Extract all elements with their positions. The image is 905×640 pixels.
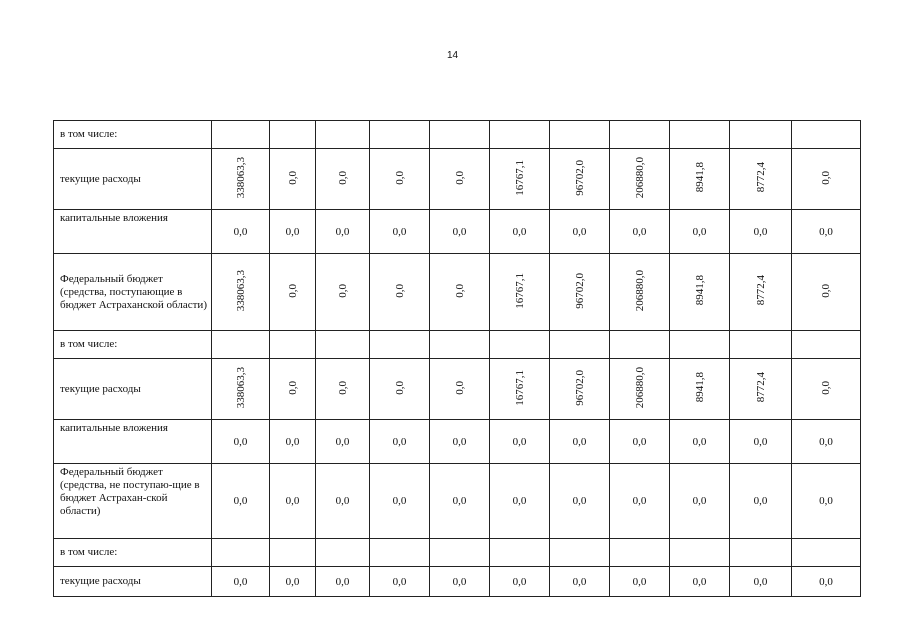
table-cell (430, 149, 490, 210)
table-cell (610, 420, 670, 464)
table-cell (212, 464, 270, 539)
table-cell (670, 210, 730, 254)
cell-value: 16767,1 (513, 159, 526, 196)
cell-value: 8772,4 (754, 162, 767, 193)
cell-value: 0,0 (452, 495, 467, 507)
table-cell (490, 539, 550, 567)
cell-value: 0,0 (819, 575, 833, 588)
table-cell (730, 420, 792, 464)
cell-value: 0,0 (335, 225, 350, 238)
cell-value: 16767,1 (513, 272, 526, 309)
cell-value: 0,0 (392, 225, 407, 238)
cell-value: 338063,3 (234, 269, 247, 312)
table-cell (550, 210, 610, 254)
table-row (54, 331, 861, 359)
row-label: текущие расходы (54, 149, 212, 210)
table-cell (610, 254, 670, 331)
cell-value: 8772,4 (754, 372, 767, 403)
table-cell (212, 567, 270, 597)
table-cell (792, 210, 861, 254)
cell-value: 0,0 (285, 435, 300, 448)
cell-value: 0,0 (392, 435, 407, 448)
cell-value: 0,0 (512, 435, 527, 448)
table-cell (316, 359, 370, 420)
table-cell (490, 149, 550, 210)
cell-value: 0,0 (692, 495, 707, 507)
table-cell (316, 567, 370, 597)
table-cell (212, 420, 270, 464)
table-cell (370, 254, 430, 331)
table-row (54, 420, 861, 464)
table-cell (370, 567, 430, 597)
cell-value: 0,0 (692, 225, 707, 238)
cell-value: 8941,8 (693, 162, 706, 193)
cell-value: 0,0 (820, 283, 832, 298)
table-cell (430, 254, 490, 331)
table-cell (792, 331, 861, 359)
table-cell (792, 420, 861, 464)
table-cell (670, 420, 730, 464)
table-cell (430, 539, 490, 567)
cell-value: 338063,3 (234, 156, 247, 199)
table-cell (730, 539, 792, 567)
table-cell (490, 121, 550, 149)
table-cell (670, 539, 730, 567)
cell-value: 96702,0 (573, 272, 586, 309)
cell-value: 0,0 (753, 435, 768, 448)
table-cell (316, 464, 370, 539)
table-cell (370, 539, 430, 567)
row-label: капитальные вложения (54, 420, 212, 464)
table-cell (212, 210, 270, 254)
table-cell (610, 210, 670, 254)
cell-value: 0,0 (753, 495, 768, 507)
table-cell (270, 149, 316, 210)
cell-value: 0,0 (453, 170, 466, 185)
table-cell (430, 567, 490, 597)
table-cell (316, 121, 370, 149)
cell-value: 0,0 (453, 380, 466, 395)
table-cell (270, 121, 316, 149)
cell-value: 0,0 (819, 435, 833, 448)
row-label: Федеральный бюджет (средства, не поступаю-щие в бюджет Астрахан-ской области) (54, 464, 212, 539)
cell-value: 8941,8 (693, 372, 706, 403)
table-row (54, 539, 861, 567)
row-label: капитальные вложения (54, 210, 212, 254)
cell-value: 0,0 (335, 435, 350, 448)
table-cell (730, 359, 792, 420)
cell-value: 0,0 (572, 575, 587, 588)
table-cell (550, 359, 610, 420)
cell-value: 0,0 (692, 575, 707, 588)
table-cell (792, 464, 861, 539)
table-cell (730, 210, 792, 254)
cell-value: 0,0 (572, 225, 587, 238)
table-cell (490, 331, 550, 359)
cell-value: 16767,1 (513, 369, 526, 406)
table-cell (316, 254, 370, 331)
table-cell (792, 567, 861, 597)
table-cell (490, 420, 550, 464)
table-cell (670, 121, 730, 149)
table-cell (212, 331, 270, 359)
table-cell (490, 254, 550, 331)
cell-value: 338063,3 (234, 366, 247, 409)
cell-value: 0,0 (233, 495, 248, 507)
table-row (54, 464, 861, 539)
table-cell (550, 254, 610, 331)
cell-value: 0,0 (632, 435, 647, 448)
cell-value: 0,0 (819, 225, 833, 238)
cell-value: 206880,0 (633, 269, 646, 312)
table-cell (270, 464, 316, 539)
table-cell (610, 464, 670, 539)
cell-value: 0,0 (233, 225, 248, 238)
cell-value: 0,0 (820, 380, 832, 395)
table-cell (430, 210, 490, 254)
table-cell (270, 359, 316, 420)
table-cell (730, 567, 792, 597)
table-cell (316, 149, 370, 210)
budget-table (53, 120, 861, 597)
cell-value: 0,0 (632, 495, 647, 507)
cell-value: 0,0 (286, 380, 299, 395)
table-cell (730, 121, 792, 149)
table-cell (490, 210, 550, 254)
cell-value: 0,0 (233, 435, 248, 448)
cell-value: 0,0 (336, 283, 349, 298)
table-cell (270, 539, 316, 567)
table-cell (316, 210, 370, 254)
table-cell (370, 359, 430, 420)
table-cell (550, 539, 610, 567)
cell-value: 206880,0 (633, 156, 646, 199)
row-label: Федеральный бюджет (средства, поступающие в бюджет Астраханской области) (54, 254, 212, 331)
cell-value: 0,0 (452, 575, 467, 588)
table-cell (730, 254, 792, 331)
cell-value: 0,0 (392, 495, 407, 507)
table-cell (370, 331, 430, 359)
table-cell (430, 464, 490, 539)
table-cell (316, 331, 370, 359)
cell-value: 0,0 (286, 170, 299, 185)
table-cell (370, 420, 430, 464)
cell-value: 96702,0 (573, 369, 586, 406)
page-number: 14 (446, 50, 459, 61)
table-row (54, 149, 861, 210)
table-cell (490, 359, 550, 420)
table-cell (430, 331, 490, 359)
table-cell (670, 359, 730, 420)
table-cell (370, 149, 430, 210)
cell-value: 0,0 (285, 495, 300, 507)
table-cell (610, 359, 670, 420)
cell-value: 0,0 (453, 283, 466, 298)
cell-value: 0,0 (512, 495, 527, 507)
table-cell (610, 567, 670, 597)
table-cell (212, 359, 270, 420)
table-cell (550, 121, 610, 149)
cell-value: 0,0 (393, 380, 406, 395)
table-cell (550, 149, 610, 210)
table-row (54, 254, 861, 331)
row-label: в том числе: (54, 121, 212, 149)
row-label: текущие расходы (54, 567, 212, 597)
cell-value: 8772,4 (754, 275, 767, 306)
table-cell (270, 567, 316, 597)
cell-value: 0,0 (819, 495, 833, 507)
table-cell (792, 539, 861, 567)
cell-value: 0,0 (285, 575, 300, 588)
table-cell (610, 539, 670, 567)
row-label: текущие расходы (54, 359, 212, 420)
cell-value: 0,0 (820, 170, 832, 185)
table-cell (670, 254, 730, 331)
cell-value: 0,0 (233, 575, 248, 588)
table-cell (670, 464, 730, 539)
table-cell (792, 254, 861, 331)
table-cell (670, 331, 730, 359)
table-cell (610, 331, 670, 359)
table-cell (610, 121, 670, 149)
cell-value: 0,0 (452, 225, 467, 238)
cell-value: 0,0 (632, 575, 647, 588)
table-cell (370, 121, 430, 149)
table-cell (270, 420, 316, 464)
table-cell (270, 254, 316, 331)
table-cell (730, 464, 792, 539)
cell-value: 0,0 (452, 435, 467, 448)
table-cell (670, 149, 730, 210)
table-cell (610, 149, 670, 210)
table-cell (430, 359, 490, 420)
table-cell (212, 121, 270, 149)
cell-value: 206880,0 (633, 366, 646, 409)
table-cell (730, 149, 792, 210)
table-cell (550, 567, 610, 597)
cell-value: 0,0 (335, 575, 350, 588)
table-cell (550, 420, 610, 464)
table-cell (792, 359, 861, 420)
table-cell (370, 464, 430, 539)
table-cell (490, 567, 550, 597)
table-cell (730, 331, 792, 359)
cell-value: 0,0 (285, 225, 300, 238)
cell-value: 0,0 (336, 380, 349, 395)
table-cell (212, 254, 270, 331)
table-cell (490, 464, 550, 539)
cell-value: 0,0 (632, 225, 647, 238)
cell-value: 0,0 (286, 283, 299, 298)
cell-value: 8941,8 (693, 275, 706, 306)
cell-value: 0,0 (753, 225, 768, 238)
table-cell (270, 210, 316, 254)
cell-value: 0,0 (512, 575, 527, 588)
cell-value: 0,0 (393, 283, 406, 298)
table-cell (550, 331, 610, 359)
table-cell (550, 464, 610, 539)
table-cell (370, 210, 430, 254)
table-row (54, 210, 861, 254)
cell-value: 96702,0 (573, 159, 586, 196)
table-cell (212, 539, 270, 567)
row-label: в том числе: (54, 539, 212, 567)
table-row (54, 121, 861, 149)
table-cell (270, 331, 316, 359)
cell-value: 0,0 (572, 435, 587, 448)
table-cell (430, 121, 490, 149)
cell-value: 0,0 (753, 575, 768, 588)
table-cell (316, 539, 370, 567)
cell-value: 0,0 (692, 435, 707, 448)
budget-table-body (54, 121, 861, 597)
cell-value: 0,0 (392, 575, 407, 588)
cell-value: 0,0 (512, 225, 527, 238)
table-cell (670, 567, 730, 597)
table-cell (792, 149, 861, 210)
cell-value: 0,0 (572, 495, 587, 507)
cell-value: 0,0 (335, 495, 350, 507)
table-cell (212, 149, 270, 210)
table-cell (430, 420, 490, 464)
cell-value: 0,0 (393, 170, 406, 185)
row-label: в том числе: (54, 331, 212, 359)
table-cell (792, 121, 861, 149)
cell-value: 0,0 (336, 170, 349, 185)
table-cell (316, 420, 370, 464)
table-row (54, 567, 861, 597)
table-row (54, 359, 861, 420)
